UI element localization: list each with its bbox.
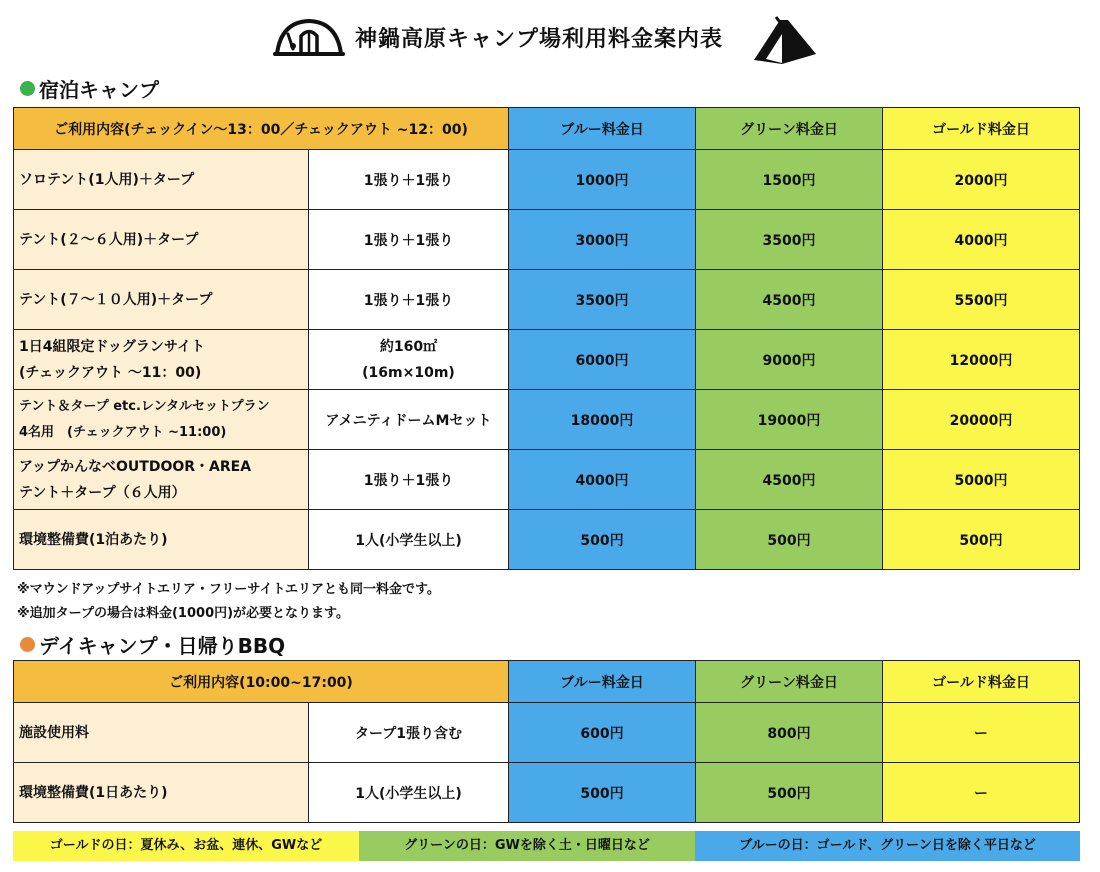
label-line: テント＋タープ（６人用） (19, 484, 186, 501)
table-row (14, 703, 1080, 763)
section-heading-daycamp (20, 630, 285, 659)
table-row (14, 270, 1080, 330)
header-blue: ブルー料金日 (509, 108, 696, 150)
title-row (0, 0, 1100, 70)
row-label (14, 763, 309, 823)
price-gold: 12000円 (883, 330, 1080, 390)
table-row (14, 330, 1080, 390)
table-header-row (14, 108, 1080, 150)
price-blue: 18000円 (509, 390, 696, 450)
green-dot-icon (20, 81, 35, 96)
price-gold: 5000円 (883, 450, 1080, 510)
legend-bar (13, 831, 1080, 861)
row-unit: 1張り＋1張り (309, 450, 509, 510)
price-gold: 20000円 (883, 390, 1080, 450)
row-label (14, 703, 309, 763)
legend-gold: ゴールドの日：夏休み、お盆、連休、GWなど (13, 831, 359, 861)
price-blue: 6000円 (509, 330, 696, 390)
row-label (14, 390, 309, 450)
price-green: 800円 (696, 703, 883, 763)
row-unit: アメニティドームMセット (309, 390, 509, 450)
price-blue: 500円 (509, 763, 696, 823)
table-header-row (14, 661, 1080, 703)
price-green: 4500円 (696, 270, 883, 330)
price-gold: ー (883, 703, 1080, 763)
page-title: 神鍋高原キャンプ場利用料金案内表 (355, 27, 724, 52)
section-heading-text: 宿泊キャンプ (39, 78, 159, 102)
header-green: グリーン料金日 (696, 108, 883, 150)
price-gold: 5500円 (883, 270, 1080, 330)
row-label (14, 450, 309, 510)
dome-tent-icon (273, 16, 345, 58)
row-unit (309, 330, 509, 390)
price-gold: 500円 (883, 510, 1080, 570)
row-unit: 1張り＋1張り (309, 270, 509, 330)
price-blue: 4000円 (509, 450, 696, 510)
table-row (14, 763, 1080, 823)
label-line: 環境整備費(1日あたり) (19, 784, 168, 801)
label-line: アップかんなべOUTDOOR・AREA (19, 458, 252, 475)
header-blue: ブルー料金日 (509, 661, 696, 703)
table-row (14, 390, 1080, 450)
row-unit: 1人(小学生以上) (309, 510, 509, 570)
label-line: テント(２〜６人用)＋タープ (19, 231, 199, 248)
label-line: 施設使用料 (19, 724, 89, 741)
label-line: (チェックアウト 〜11：00) (19, 364, 202, 381)
price-green: 500円 (696, 763, 883, 823)
price-blue: 1000円 (509, 150, 696, 210)
price-green: 4500円 (696, 450, 883, 510)
legend-green: グリーンの日：GWを除く土・日曜日など (359, 831, 695, 861)
header-gold: ゴールド料金日 (883, 661, 1080, 703)
label-line: テント＆タープ etc.レンタルセットプラン (19, 398, 270, 414)
daycamp-fee-table (13, 660, 1080, 823)
legend-blue: ブルーの日：ゴールド、グリーン日を除く平日など (695, 831, 1080, 861)
label-line: テント(７〜１０人用)＋タープ (19, 291, 213, 308)
price-blue: 3000円 (509, 210, 696, 270)
row-label (14, 150, 309, 210)
table-row (14, 150, 1080, 210)
row-unit: 1張り＋1張り (309, 150, 509, 210)
triangle-tent-icon (752, 16, 818, 66)
price-green: 9000円 (696, 330, 883, 390)
price-blue: 600円 (509, 703, 696, 763)
note-same-price: ※マウンドアップサイトエリア・フリーサイトエリアとも同一料金です。 (17, 582, 440, 597)
unit-line: 約160㎡ (379, 338, 438, 355)
price-gold: ー (883, 763, 1080, 823)
table-row (14, 450, 1080, 510)
label-line: ソロテント(1人用)＋タープ (19, 171, 195, 188)
price-gold: 2000円 (883, 150, 1080, 210)
label-line: 環境整備費(1泊あたり) (19, 531, 168, 548)
section-heading-text: デイキャンプ・日帰りBBQ (39, 634, 286, 658)
price-blue: 3500円 (509, 270, 696, 330)
table-row (14, 210, 1080, 270)
table-row (14, 510, 1080, 570)
row-label (14, 510, 309, 570)
overnight-fee-table (13, 107, 1080, 570)
section-heading-overnight (20, 74, 159, 103)
header-usage: ご利用内容(10:00~17:00) (14, 661, 509, 703)
row-unit: 1人(小学生以上) (309, 763, 509, 823)
label-line: 4名用 (チェックアウト ~11:00) (19, 424, 227, 440)
header-usage: ご利用内容(チェックイン〜13：00／チェックアウト ~12：00) (14, 108, 509, 150)
row-unit: タープ1張り含む (309, 703, 509, 763)
header-green: グリーン料金日 (696, 661, 883, 703)
price-green: 19000円 (696, 390, 883, 450)
price-green: 500円 (696, 510, 883, 570)
row-unit: 1張り＋1張り (309, 210, 509, 270)
price-gold: 4000円 (883, 210, 1080, 270)
row-label (14, 330, 309, 390)
label-line: 1日4組限定ドッグランサイト (19, 338, 205, 355)
header-gold: ゴールド料金日 (883, 108, 1080, 150)
orange-dot-icon (20, 637, 35, 652)
price-green: 1500円 (696, 150, 883, 210)
price-blue: 500円 (509, 510, 696, 570)
row-label (14, 270, 309, 330)
price-green: 3500円 (696, 210, 883, 270)
note-extra-tarp: ※追加タープの場合は料金(1000円)が必要となります。 (17, 606, 350, 621)
unit-line: (16m×10m) (362, 364, 455, 381)
row-label (14, 210, 309, 270)
